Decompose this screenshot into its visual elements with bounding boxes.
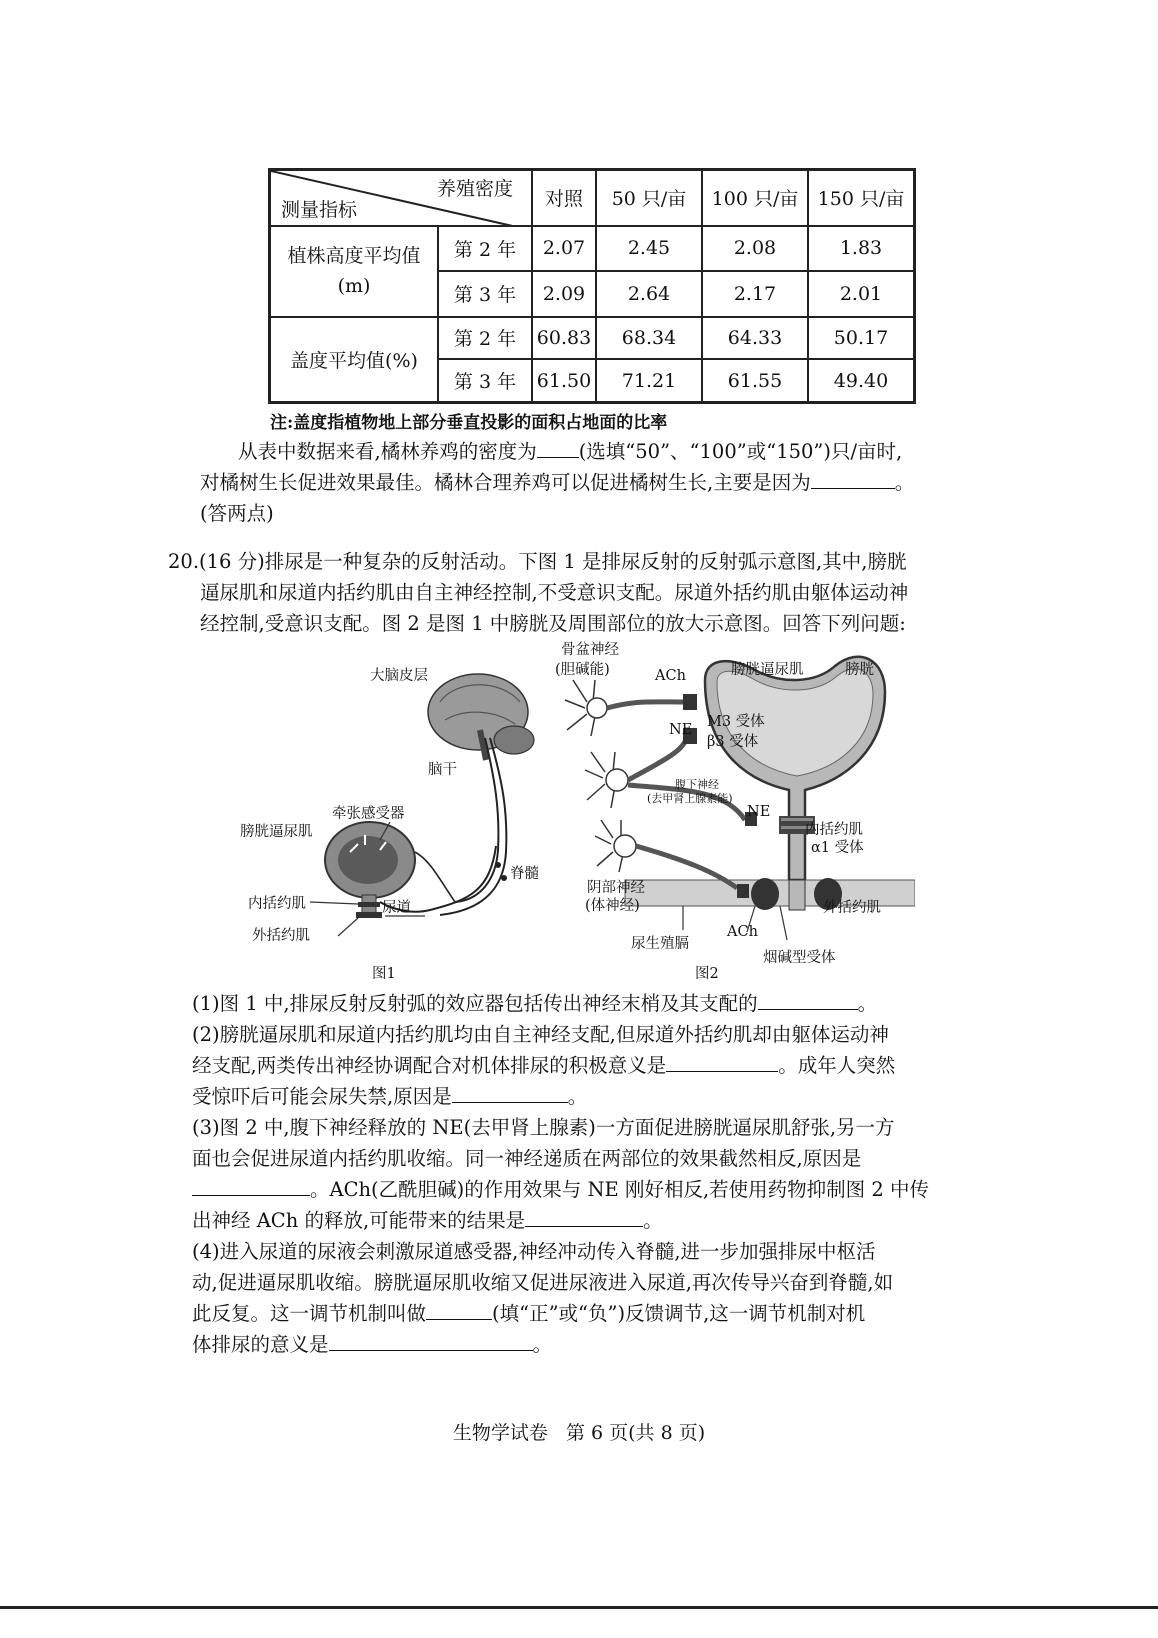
q20-intro-line: 20.(16 分)排尿是一种复杂的反射活动。下图 1 是排尿反射的反射弧示意图,其中,膀胱: [168, 550, 907, 573]
q19-c: 对橘树生长促进效果最佳。橘林合理养鸡可以促进橘树生长,主要是因为: [200, 471, 811, 494]
value-cell: 61.50: [532, 359, 596, 402]
col-header: 50 只/亩: [596, 170, 702, 226]
fig2-caption: 图2: [695, 966, 719, 982]
fig2-pudendal: 阴部神经: [587, 880, 645, 896]
fig1-spinal: 脊髓: [510, 866, 539, 882]
answer-blank[interactable]: [811, 468, 895, 489]
answer-blank[interactable]: [192, 1175, 310, 1196]
group-label-cover: 盖度平均值(%): [270, 317, 439, 403]
q19-b: (选填“50”、“100”或“150”)只/亩时,: [578, 440, 903, 463]
header-density: 养殖密度: [436, 178, 513, 200]
value-cell: 2.07: [532, 226, 596, 272]
q20-p2b: 经支配,两类传出神经协调配合对机体排尿的积极意义是: [192, 1054, 667, 1077]
value-cell: 2.01: [808, 271, 915, 317]
q20-p4c: 此反复。这一调节机制叫做: [192, 1302, 427, 1325]
q20-p2e: 。: [567, 1085, 588, 1108]
fig2-m3: M3 受体: [707, 714, 765, 730]
q20-p4b: 动,促进逼尿肌收缩。膀胱逼尿肌收缩又促进尿液进入尿道,再次传导兴奋到脊髓,如: [192, 1271, 894, 1294]
fig2-b3: β3 受体: [707, 734, 759, 750]
value-cell: 71.21: [596, 359, 702, 402]
q19-e: (答两点): [200, 502, 274, 525]
fig2-a1: α1 受体: [811, 840, 864, 856]
fig1-inner: 内括约肌: [248, 896, 306, 912]
q20-questions: [192, 988, 992, 1360]
q20-intro-line: 逼尿肌和尿道内括约肌由自主神经控制,不受意识支配。尿道外括约肌由躯体运动神: [200, 581, 909, 604]
fig2-ne-top: NE: [669, 722, 693, 738]
value-cell: 1.83: [808, 226, 915, 272]
value-cell: 2.64: [596, 271, 702, 317]
col-header: 100 只/亩: [702, 170, 808, 226]
col-header: 对照: [532, 170, 596, 226]
fig2-hypogastric: 腹下神经: [675, 778, 719, 791]
value-cell: 2.17: [702, 271, 808, 317]
q20-p3e: 。: [643, 1209, 663, 1232]
col-header: 150 只/亩: [808, 170, 915, 226]
fig2-pelvic-type: (胆碱能): [555, 662, 610, 678]
fig2-ne-mid: NE: [747, 804, 771, 820]
answer-blank[interactable]: [758, 989, 858, 1010]
q20-p4d: (填“正”或“负”)反馈调节,这一调节机制对机: [492, 1302, 866, 1325]
value-cell: 68.34: [596, 317, 702, 360]
page-footer: 生物学试卷 第 6 页(共 8 页): [452, 1422, 706, 1444]
fig2-hypogastric-type: (去甲肾上腺素能): [647, 792, 733, 805]
fig2-ach-top: ACh: [655, 668, 686, 684]
fig1-urethra: 尿道: [382, 900, 411, 916]
answer-blank[interactable]: [452, 1082, 568, 1103]
q19-a: 从表中数据来看,橘林养鸡的密度为: [238, 440, 537, 463]
q20-p3b: 面也会促进尿道内括约肌收缩。同一神经递质在两部位的效果截然相反,原因是: [192, 1147, 862, 1170]
fig2-nicotinic: 烟碱型受体: [763, 950, 836, 966]
answer-blank[interactable]: [666, 1051, 778, 1072]
fig2-pelvic: 骨盆神经: [561, 642, 619, 658]
q20-p2d: 受惊吓后可能会尿失禁,原因是: [192, 1085, 452, 1108]
fig1-stretch: 牵张感受器: [332, 806, 405, 822]
answer-blank[interactable]: [537, 437, 579, 458]
q19-text: [200, 436, 1000, 529]
figure-2: [555, 640, 915, 985]
fig1-detrusor: 膀胱逼尿肌: [240, 824, 313, 840]
group-label: 植株高度平均值 (m): [287, 245, 421, 298]
table-corner-header: [270, 170, 533, 226]
answer-blank[interactable]: [329, 1330, 533, 1351]
year-cell: 第 2 年: [438, 226, 532, 272]
fig1-brain: 大脑皮层: [370, 668, 428, 684]
year-cell: 第 2 年: [438, 317, 532, 360]
year-cell: 第 3 年: [438, 271, 532, 317]
figure-1: [240, 640, 560, 985]
fig2-diaphragm: 尿生殖膈: [631, 936, 689, 952]
fig1-brainstem: 脑干: [428, 762, 457, 778]
q20-p2c: 。成年人突然: [778, 1054, 896, 1077]
q20-p4e: 体排尿的意义是: [192, 1333, 329, 1356]
fig1-caption: 图1: [372, 966, 396, 982]
fig2-outer: 外括约肌: [823, 900, 881, 916]
year-cell: 第 3 年: [438, 359, 532, 402]
value-cell: 64.33: [702, 317, 808, 360]
header-metric: 测量指标: [281, 198, 358, 221]
fig2-detrusor: 膀胱逼尿肌: [731, 662, 804, 678]
q19-d: 。: [894, 471, 915, 494]
value-cell: 60.83: [532, 317, 596, 360]
q20-p4f: 。: [532, 1333, 553, 1356]
q20-p4a: (4)进入尿道的尿液会刺激尿道感受器,神经冲动传入脊髓,进一步加强排尿中枢活: [192, 1240, 876, 1263]
density-table: [268, 168, 916, 404]
fig1-outer: 外括约肌: [252, 928, 310, 944]
fig2-bladder: 膀胱: [845, 662, 874, 678]
answer-blank[interactable]: [426, 1299, 492, 1320]
fig2-inner: 内括约肌: [805, 822, 863, 838]
q20-intro-line: 经控制,受意识支配。图 2 是图 1 中膀胱及周围部位的放大示意图。回答下列问题:: [200, 612, 906, 635]
table-note: 注:盖度指植物地上部分垂直投影的面积占地面的比率: [270, 413, 668, 433]
q20-p3a: (3)图 2 中,腹下神经释放的 NE(去甲肾上腺素)一方面促进膀胱逼尿肌舒张,另一方: [192, 1116, 895, 1139]
q20-p1a: (1)图 1 中,排尿反射反射弧的效应器包括传出神经末梢及其支配的: [192, 992, 758, 1015]
q20-intro: [168, 546, 998, 639]
answer-blank[interactable]: [525, 1206, 643, 1227]
value-cell: 61.55: [702, 359, 808, 402]
value-cell: 50.17: [808, 317, 915, 360]
page-bottom-edge: [0, 1606, 1158, 1609]
value-cell: 49.40: [808, 359, 915, 402]
group-label-height: [270, 226, 439, 317]
value-cell: 2.08: [702, 226, 808, 272]
q20-p1b: 。: [857, 992, 878, 1015]
fig2-pudendal-type: (体神经): [585, 898, 640, 914]
value-cell: 2.45: [596, 226, 702, 272]
q20-p3d: 出神经 ACh 的释放,可能带来的结果是: [192, 1209, 526, 1232]
value-cell: 2.09: [532, 271, 596, 317]
fig2-ach-bot: ACh: [727, 924, 758, 940]
q20-p2a: (2)膀胱逼尿肌和尿道内括约肌均由自主神经支配,但尿道外括约肌却由躯体运动神: [192, 1023, 889, 1046]
q20-p3c: 。ACh(乙酰胆碱)的作用效果与 NE 刚好相反,若使用药物抑制图 2 中传: [310, 1178, 929, 1201]
